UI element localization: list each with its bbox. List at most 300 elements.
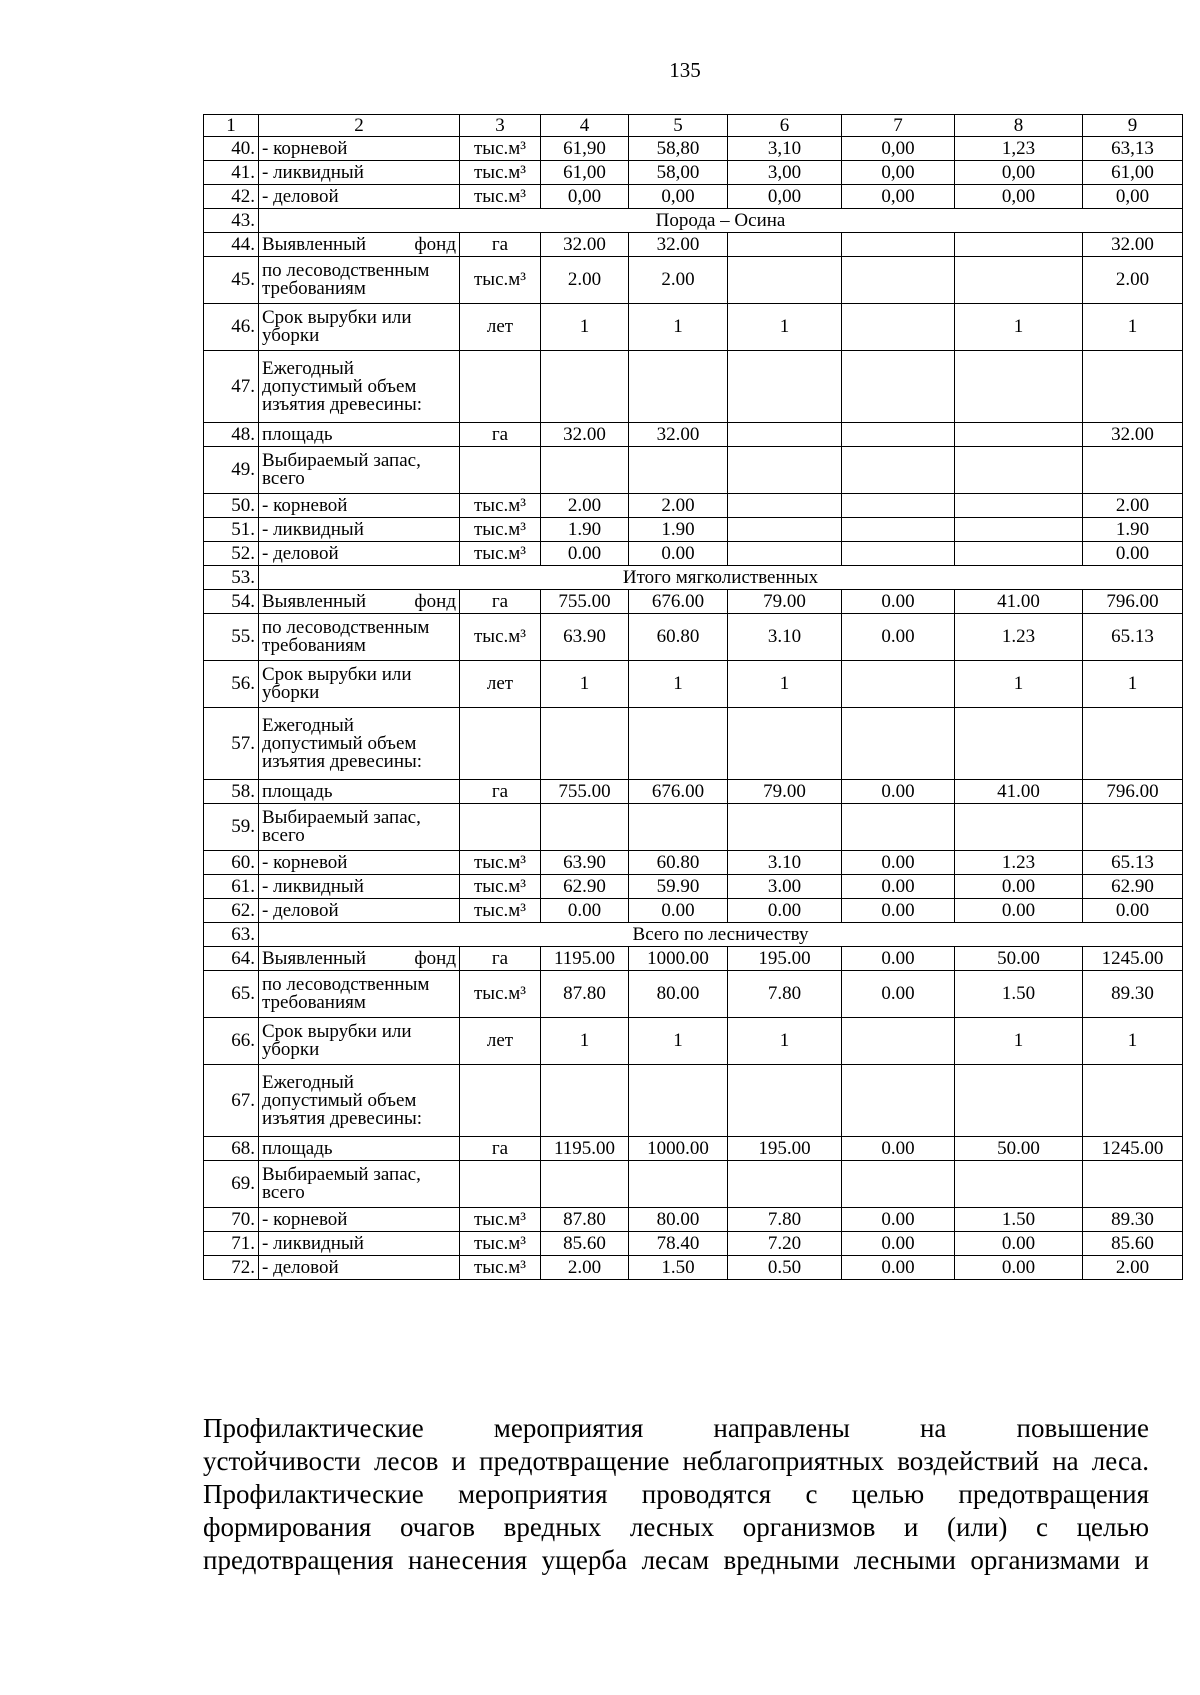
value-cell [1083, 1065, 1183, 1137]
value-cell: 32.00 [1083, 423, 1183, 447]
row-number: 56. [204, 661, 259, 708]
value-cell: 0.00 [541, 899, 629, 923]
value-cell [629, 351, 728, 423]
value-cell [842, 804, 955, 851]
value-cell: 61,90 [541, 137, 629, 161]
value-cell: 1.50 [955, 971, 1083, 1018]
value-cell [728, 804, 842, 851]
table-row [204, 1018, 1183, 1065]
table-row [204, 494, 1183, 518]
row-label: площадь [259, 780, 460, 804]
value-cell: 796.00 [1083, 590, 1183, 614]
value-cell [629, 1161, 728, 1208]
value-cell [955, 708, 1083, 780]
value-cell [842, 661, 955, 708]
column-header: 2 [259, 115, 460, 137]
table-row [204, 518, 1183, 542]
value-cell [955, 233, 1083, 257]
row-number: 61. [204, 875, 259, 899]
value-cell: 50.00 [955, 947, 1083, 971]
value-cell: 1,23 [955, 137, 1083, 161]
table-row [204, 661, 1183, 708]
value-cell: 1 [728, 1018, 842, 1065]
row-number: 41. [204, 161, 259, 185]
row-label: Ежегодный допустимый объем изъятия древесины: [259, 351, 460, 423]
value-cell: 0.00 [842, 947, 955, 971]
unit-cell: тыс.м³ [460, 1232, 541, 1256]
row-number: 52. [204, 542, 259, 566]
value-cell: 87.80 [541, 1208, 629, 1232]
row-number: 67. [204, 1065, 259, 1137]
value-cell [1083, 804, 1183, 851]
value-cell: 80.00 [629, 1208, 728, 1232]
value-cell: 1000.00 [629, 947, 728, 971]
value-cell: 61,00 [1083, 161, 1183, 185]
value-cell: 0.00 [842, 851, 955, 875]
table-row [204, 947, 1183, 971]
value-cell: 89.30 [1083, 1208, 1183, 1232]
value-cell: 2.00 [1083, 1256, 1183, 1280]
row-number: 70. [204, 1208, 259, 1232]
value-cell: 1000.00 [629, 1137, 728, 1161]
value-cell: 0,00 [955, 161, 1083, 185]
value-cell: 676.00 [629, 780, 728, 804]
value-cell [842, 542, 955, 566]
paragraph-line: предотвращения нанесения ущерба лесам вредными лесными организмами и [203, 1545, 1149, 1575]
value-cell: 1 [1083, 661, 1183, 708]
table-row [204, 851, 1183, 875]
value-cell: 755.00 [541, 590, 629, 614]
column-header: 6 [728, 115, 842, 137]
value-cell: 78.40 [629, 1232, 728, 1256]
unit-cell [460, 708, 541, 780]
value-cell: 58,00 [629, 161, 728, 185]
value-cell: 1195.00 [541, 1137, 629, 1161]
value-cell: 0.00 [842, 1208, 955, 1232]
table-row [204, 1065, 1183, 1137]
value-cell: 0.00 [842, 590, 955, 614]
row-label: Срок вырубки или уборки [259, 304, 460, 351]
value-cell: 61,00 [541, 161, 629, 185]
value-cell: 59.90 [629, 875, 728, 899]
value-cell [842, 708, 955, 780]
value-cell [955, 351, 1083, 423]
row-label: Ежегодный допустимый объем изъятия древесины: [259, 1065, 460, 1137]
value-cell [728, 233, 842, 257]
row-label: Срок вырубки или уборки [259, 1018, 460, 1065]
value-cell: 0.00 [842, 614, 955, 661]
row-label: Выбираемый запас, всего [259, 1161, 460, 1208]
column-header: 8 [955, 115, 1083, 137]
value-cell: 1195.00 [541, 947, 629, 971]
value-cell: 796.00 [1083, 780, 1183, 804]
value-cell [955, 518, 1083, 542]
value-cell: 0.00 [842, 875, 955, 899]
unit-cell: тыс.м³ [460, 257, 541, 304]
table-row [204, 708, 1183, 780]
value-cell: 0.00 [842, 1256, 955, 1280]
value-cell: 1.90 [629, 518, 728, 542]
value-cell [629, 708, 728, 780]
unit-cell: тыс.м³ [460, 137, 541, 161]
unit-cell: га [460, 233, 541, 257]
value-cell: 0.00 [955, 1256, 1083, 1280]
value-cell [541, 708, 629, 780]
paragraph-line: устойчивости лесов и предотвращение неблагоприятных воздействий на леса. [203, 1446, 1149, 1476]
value-cell: 0,00 [728, 185, 842, 209]
unit-cell: га [460, 947, 541, 971]
value-cell: 1 [1083, 1018, 1183, 1065]
table-row [204, 351, 1183, 423]
value-cell [842, 494, 955, 518]
unit-cell: тыс.м³ [460, 494, 541, 518]
value-cell: 87.80 [541, 971, 629, 1018]
value-cell: 1 [629, 661, 728, 708]
row-number: 59. [204, 804, 259, 851]
value-cell: 0.00 [842, 780, 955, 804]
value-cell: 32.00 [541, 423, 629, 447]
value-cell [728, 423, 842, 447]
row-label: - корневой [259, 1208, 460, 1232]
value-cell: 0.00 [629, 899, 728, 923]
row-label: - корневой [259, 494, 460, 518]
row-number: 55. [204, 614, 259, 661]
unit-cell: тыс.м³ [460, 542, 541, 566]
value-cell: 63.90 [541, 614, 629, 661]
value-cell [728, 351, 842, 423]
row-label: - деловой [259, 542, 460, 566]
value-cell: 50.00 [955, 1137, 1083, 1161]
row-number: 69. [204, 1161, 259, 1208]
row-label: Срок вырубки или уборки [259, 661, 460, 708]
value-cell: 0.00 [728, 899, 842, 923]
value-cell: 0.00 [842, 899, 955, 923]
unit-cell [460, 1161, 541, 1208]
value-cell [1083, 447, 1183, 494]
unit-cell: га [460, 590, 541, 614]
value-cell [728, 1161, 842, 1208]
row-label: Выбираемый запас, всего [259, 804, 460, 851]
value-cell: 62.90 [541, 875, 629, 899]
value-cell [728, 1065, 842, 1137]
table-row [204, 447, 1183, 494]
table-row [204, 1232, 1183, 1256]
value-cell [1083, 708, 1183, 780]
value-cell: 32.00 [629, 423, 728, 447]
value-cell: 79.00 [728, 590, 842, 614]
value-cell: 89.30 [1083, 971, 1183, 1018]
row-number: 60. [204, 851, 259, 875]
row-number: 47. [204, 351, 259, 423]
table-row [204, 875, 1183, 899]
table-row [204, 1208, 1183, 1232]
value-cell: 7.80 [728, 971, 842, 1018]
value-cell [842, 233, 955, 257]
unit-cell: тыс.м³ [460, 518, 541, 542]
table-row [204, 923, 1183, 947]
value-cell: 0.00 [842, 1137, 955, 1161]
value-cell: 3.10 [728, 851, 842, 875]
value-cell: 2.00 [1083, 257, 1183, 304]
table-row [204, 780, 1183, 804]
column-header: 5 [629, 115, 728, 137]
value-cell [842, 447, 955, 494]
value-cell: 1 [629, 304, 728, 351]
value-cell: 0,00 [842, 185, 955, 209]
value-cell: 62.90 [1083, 875, 1183, 899]
table-row [204, 233, 1183, 257]
value-cell [1083, 1161, 1183, 1208]
value-cell [842, 351, 955, 423]
value-cell [955, 1065, 1083, 1137]
value-cell [842, 1161, 955, 1208]
row-label: - деловой [259, 185, 460, 209]
row-label: - деловой [259, 1256, 460, 1280]
table-row [204, 804, 1183, 851]
table-row [204, 209, 1183, 233]
row-number: 51. [204, 518, 259, 542]
value-cell: 2.00 [541, 257, 629, 304]
value-cell: 0.00 [955, 899, 1083, 923]
value-cell: 0.00 [955, 875, 1083, 899]
value-cell [629, 1065, 728, 1137]
row-number: 65. [204, 971, 259, 1018]
table-row [204, 1161, 1183, 1208]
unit-cell: га [460, 780, 541, 804]
table-header-row [204, 115, 1183, 137]
value-cell: 0.00 [541, 542, 629, 566]
page-number: 135 [669, 58, 701, 82]
value-cell [955, 423, 1083, 447]
section-title: Порода – Осина [259, 209, 1183, 233]
row-label: - деловой [259, 899, 460, 923]
unit-cell: га [460, 423, 541, 447]
unit-cell [460, 804, 541, 851]
row-label: - ликвидный [259, 161, 460, 185]
value-cell: 7.20 [728, 1232, 842, 1256]
row-number: 72. [204, 1256, 259, 1280]
value-cell: 1.50 [629, 1256, 728, 1280]
table-row [204, 257, 1183, 304]
value-cell [842, 1065, 955, 1137]
value-cell: 85.60 [1083, 1232, 1183, 1256]
column-header: 3 [460, 115, 541, 137]
value-cell: 1245.00 [1083, 947, 1183, 971]
section-title: Итого мягколиственных [259, 566, 1183, 590]
value-cell: 1 [955, 304, 1083, 351]
value-cell [728, 542, 842, 566]
unit-cell: тыс.м³ [460, 875, 541, 899]
value-cell: 755.00 [541, 780, 629, 804]
row-label: площадь [259, 423, 460, 447]
value-cell [728, 494, 842, 518]
value-cell: 1.23 [955, 851, 1083, 875]
unit-cell: лет [460, 304, 541, 351]
unit-cell [460, 447, 541, 494]
row-label: площадь [259, 1137, 460, 1161]
value-cell: 63.90 [541, 851, 629, 875]
value-cell [842, 1018, 955, 1065]
table-row [204, 566, 1183, 590]
paragraph-line: формирования очагов вредных лесных организмов и (или) с целью [203, 1512, 1149, 1542]
value-cell: 41.00 [955, 590, 1083, 614]
value-cell [541, 447, 629, 494]
value-cell [541, 1161, 629, 1208]
column-header: 4 [541, 115, 629, 137]
value-cell [728, 518, 842, 542]
value-cell: 0.00 [842, 1232, 955, 1256]
row-number: 49. [204, 447, 259, 494]
table-row [204, 304, 1183, 351]
column-header: 9 [1083, 115, 1183, 137]
value-cell: 3.00 [728, 875, 842, 899]
value-cell: 3,10 [728, 137, 842, 161]
value-cell: 1 [955, 1018, 1083, 1065]
unit-cell: тыс.м³ [460, 614, 541, 661]
value-cell [629, 447, 728, 494]
row-number: 50. [204, 494, 259, 518]
row-label: - корневой [259, 137, 460, 161]
value-cell [1083, 351, 1183, 423]
row-label: Выявленный фонд [259, 233, 460, 257]
value-cell: 85.60 [541, 1232, 629, 1256]
row-label: Выбираемый запас, всего [259, 447, 460, 494]
value-cell: 2.00 [629, 257, 728, 304]
value-cell: 1 [541, 1018, 629, 1065]
row-label: Выявленный фонд [259, 947, 460, 971]
row-label: Выявленный фонд [259, 590, 460, 614]
table-row [204, 971, 1183, 1018]
row-number: 58. [204, 780, 259, 804]
value-cell: 3.10 [728, 614, 842, 661]
value-cell: 0,00 [541, 185, 629, 209]
row-number: 42. [204, 185, 259, 209]
section-title: Всего по лесничеству [259, 923, 1183, 947]
unit-cell: тыс.м³ [460, 1208, 541, 1232]
value-cell: 1 [728, 661, 842, 708]
value-cell: 32.00 [1083, 233, 1183, 257]
value-cell [955, 494, 1083, 518]
value-cell [541, 1065, 629, 1137]
value-cell [541, 351, 629, 423]
value-cell [955, 257, 1083, 304]
row-label: - ликвидный [259, 1232, 460, 1256]
value-cell: 0,00 [1083, 185, 1183, 209]
row-number: 54. [204, 590, 259, 614]
unit-cell: лет [460, 1018, 541, 1065]
row-number: 40. [204, 137, 259, 161]
table-row [204, 161, 1183, 185]
value-cell: 65.13 [1083, 614, 1183, 661]
value-cell: 1 [1083, 304, 1183, 351]
value-cell: 32.00 [541, 233, 629, 257]
value-cell: 1.50 [955, 1208, 1083, 1232]
value-cell [842, 257, 955, 304]
value-cell: 60.80 [629, 614, 728, 661]
row-number: 48. [204, 423, 259, 447]
value-cell: 1.90 [1083, 518, 1183, 542]
row-number: 68. [204, 1137, 259, 1161]
value-cell [955, 447, 1083, 494]
row-number: 63. [204, 923, 259, 947]
value-cell [629, 804, 728, 851]
value-cell: 3,00 [728, 161, 842, 185]
value-cell: 0.00 [842, 971, 955, 1018]
value-cell [728, 447, 842, 494]
value-cell: 1 [629, 1018, 728, 1065]
value-cell [842, 423, 955, 447]
value-cell [541, 804, 629, 851]
value-cell [955, 1161, 1083, 1208]
value-cell: 2.00 [541, 1256, 629, 1280]
value-cell [728, 257, 842, 304]
unit-cell: тыс.м³ [460, 185, 541, 209]
row-number: 71. [204, 1232, 259, 1256]
value-cell [842, 304, 955, 351]
body-paragraph [203, 1412, 1149, 1577]
table-row [204, 590, 1183, 614]
column-header: 1 [204, 115, 259, 137]
row-label: - ликвидный [259, 875, 460, 899]
row-number: 66. [204, 1018, 259, 1065]
unit-cell: лет [460, 661, 541, 708]
value-cell: 0,00 [629, 185, 728, 209]
value-cell: 1 [728, 304, 842, 351]
table-row [204, 614, 1183, 661]
row-number: 62. [204, 899, 259, 923]
row-number: 57. [204, 708, 259, 780]
value-cell [955, 804, 1083, 851]
unit-cell [460, 351, 541, 423]
row-label: по лесоводственным требованиям [259, 257, 460, 304]
value-cell: 0,00 [842, 137, 955, 161]
row-label: Ежегодный допустимый объем изъятия древесины: [259, 708, 460, 780]
value-cell: 0.00 [629, 542, 728, 566]
value-cell: 195.00 [728, 947, 842, 971]
value-cell: 60.80 [629, 851, 728, 875]
table-row [204, 1137, 1183, 1161]
row-label: - корневой [259, 851, 460, 875]
value-cell: 58,80 [629, 137, 728, 161]
value-cell: 1 [955, 661, 1083, 708]
value-cell [842, 518, 955, 542]
unit-cell [460, 1065, 541, 1137]
unit-cell: тыс.м³ [460, 851, 541, 875]
value-cell: 32.00 [629, 233, 728, 257]
value-cell: 0.50 [728, 1256, 842, 1280]
unit-cell: тыс.м³ [460, 1256, 541, 1280]
table-row [204, 137, 1183, 161]
value-cell: 0,00 [955, 185, 1083, 209]
value-cell: 41.00 [955, 780, 1083, 804]
value-cell: 7.80 [728, 1208, 842, 1232]
row-label: - ликвидный [259, 518, 460, 542]
row-number: 53. [204, 566, 259, 590]
value-cell: 0.00 [1083, 542, 1183, 566]
table-row [204, 423, 1183, 447]
value-cell: 0.00 [1083, 899, 1183, 923]
forest-table [203, 114, 1183, 1280]
value-cell: 2.00 [629, 494, 728, 518]
value-cell [728, 708, 842, 780]
value-cell: 1245.00 [1083, 1137, 1183, 1161]
value-cell: 79.00 [728, 780, 842, 804]
value-cell: 676.00 [629, 590, 728, 614]
value-cell [955, 542, 1083, 566]
unit-cell: тыс.м³ [460, 971, 541, 1018]
value-cell: 65.13 [1083, 851, 1183, 875]
value-cell: 2.00 [1083, 494, 1183, 518]
